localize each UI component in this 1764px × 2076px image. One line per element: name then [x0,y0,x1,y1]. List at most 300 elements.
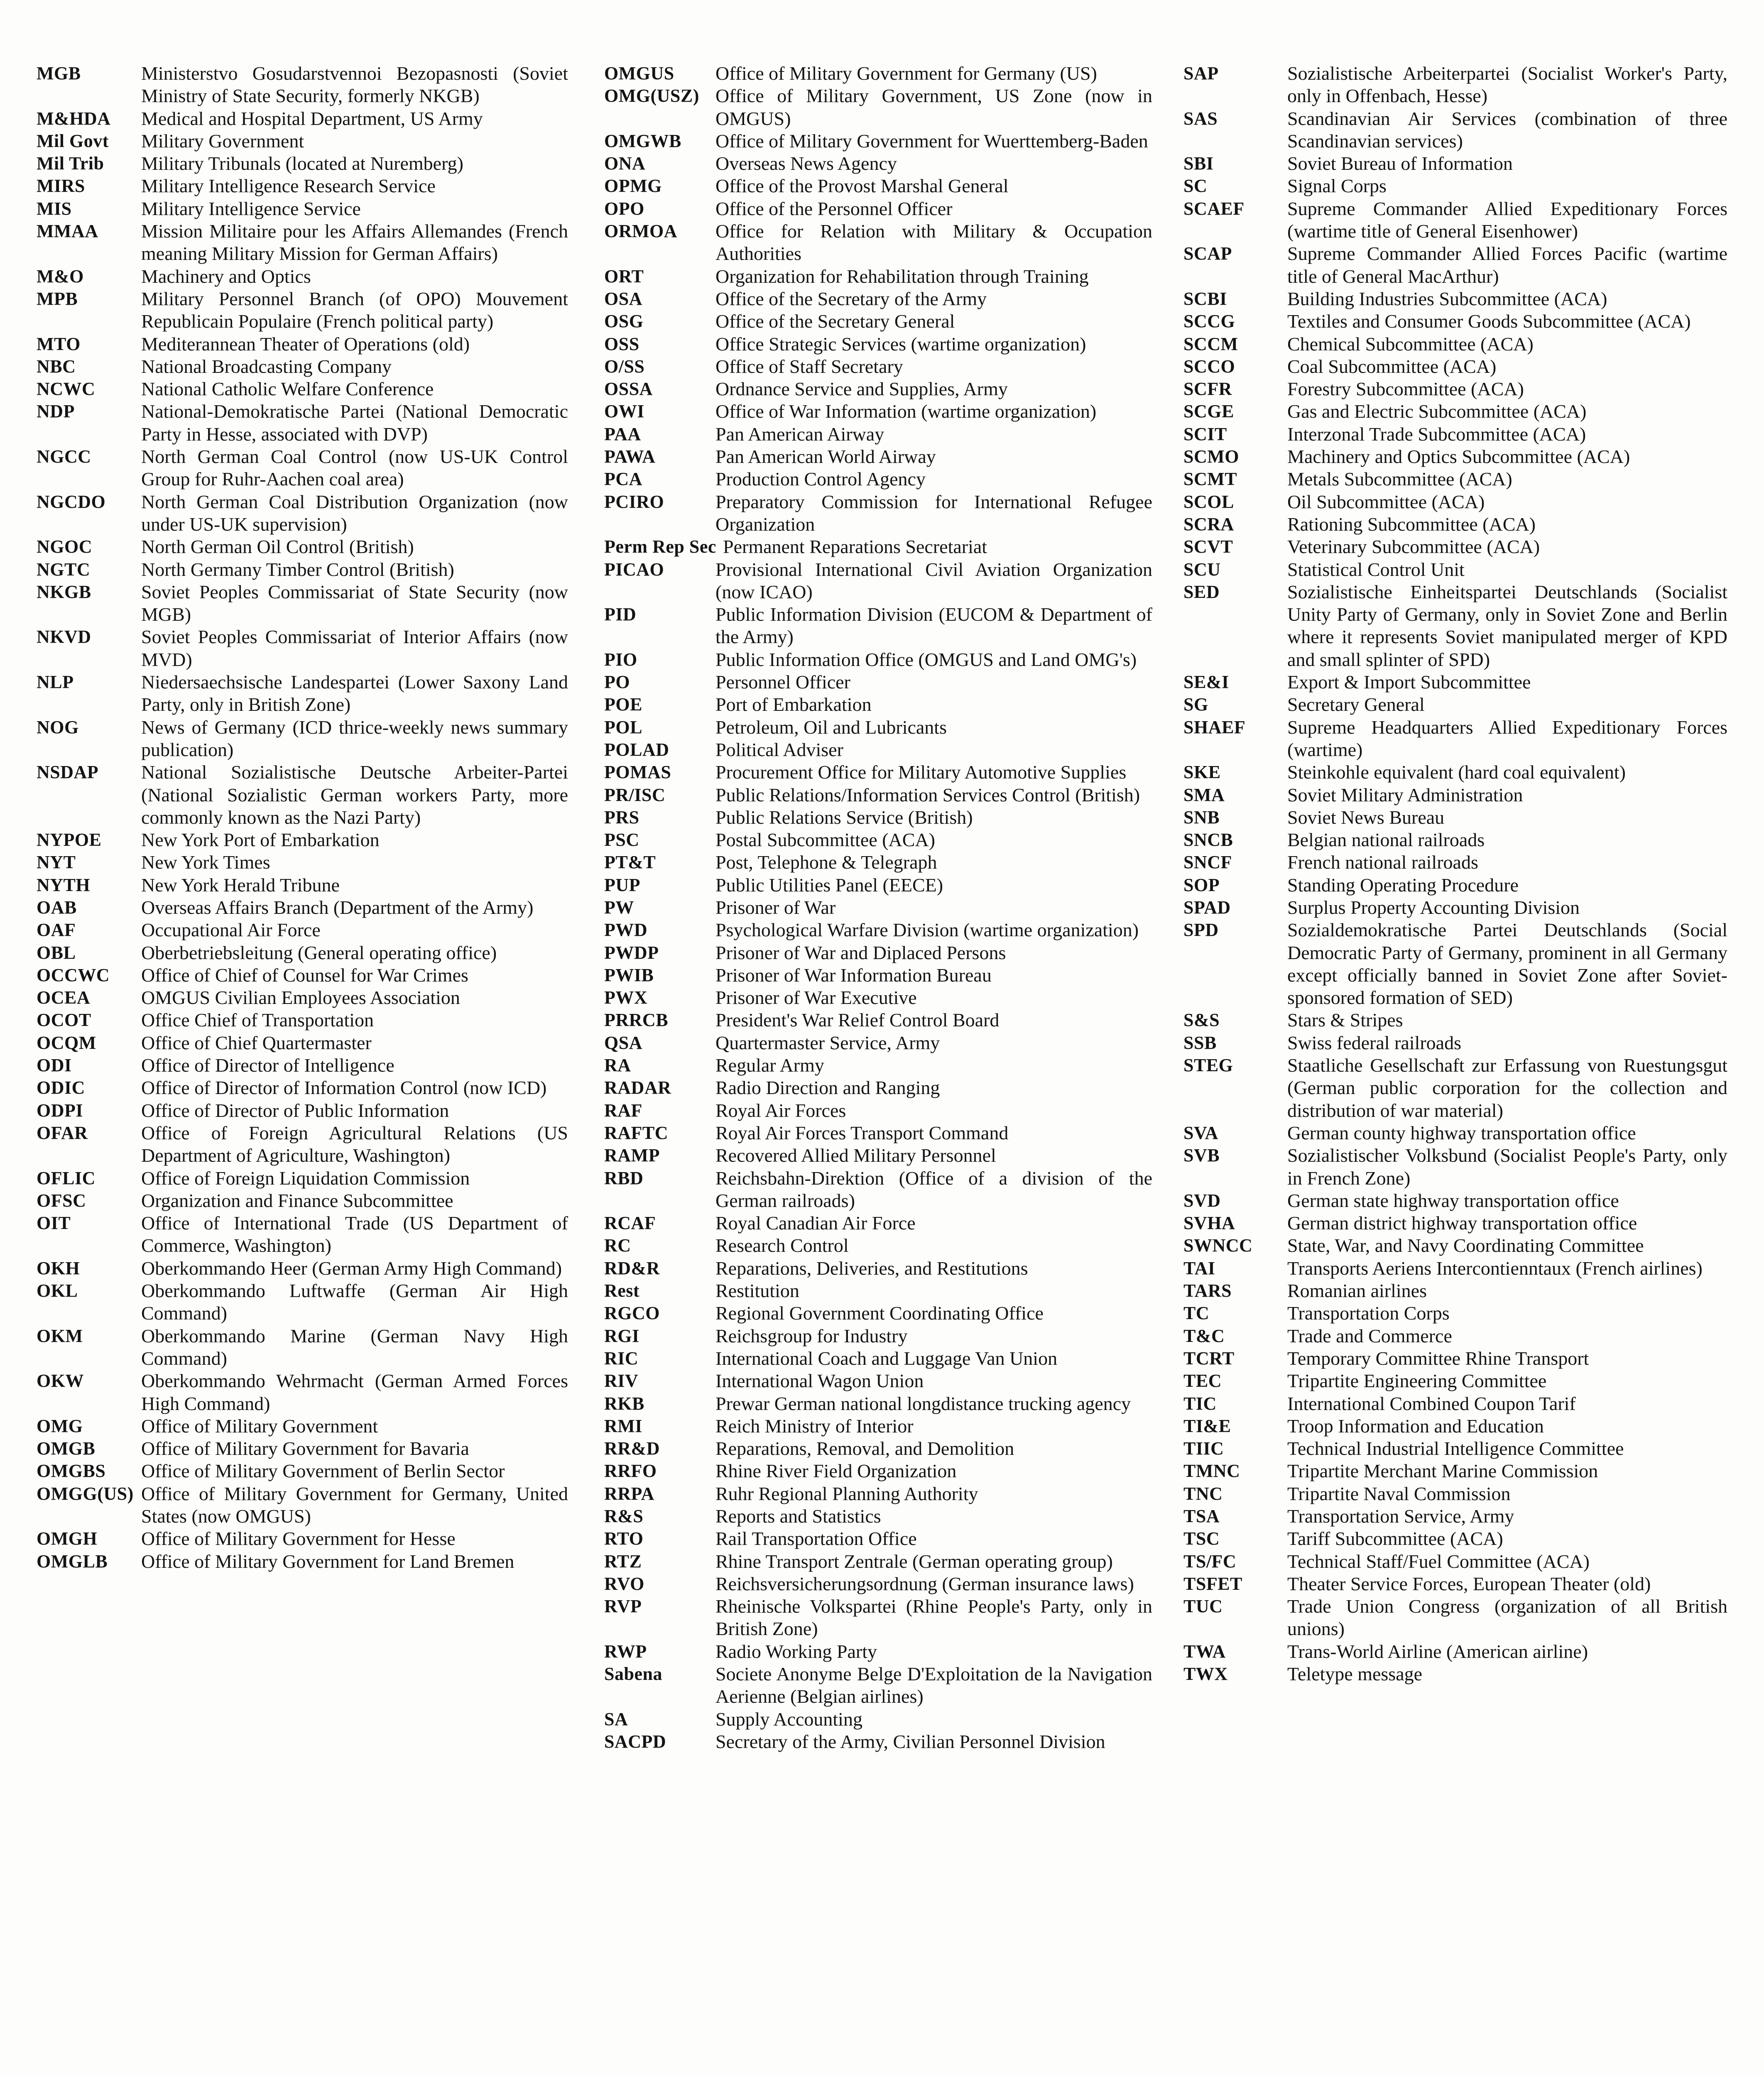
entry-abbreviation: RWP [604,1641,647,1662]
glossary-entry [604,1077,1152,1099]
entry-definition: New York Port of Embarkation [141,829,380,851]
glossary-entry [37,288,568,333]
glossary-entry [37,1325,568,1370]
entry-definition: Oberbetriebsleitung (General operating office) [141,942,497,963]
glossary-entry [37,964,568,987]
entry-definition: Office of Staff Secretary [715,355,903,377]
entry-abbreviation: OCCWC [37,965,110,985]
glossary-entry [37,1437,568,1460]
entry-abbreviation: OMG [37,1415,83,1436]
entry-definition: News of Germany (ICD thrice-weekly news summary publication) [141,716,568,760]
entry-abbreviation: MTO [37,333,81,354]
entry-abbreviation: POE [604,694,642,715]
glossary-entry [1183,491,1727,513]
entry-definition: Troop Information and Education [1287,1415,1544,1437]
entry-abbreviation: OMGUS [604,63,674,83]
entry-definition: Regular Army [715,1055,824,1076]
glossary-entry [1183,468,1727,490]
entry-definition: Office of Director of Intelligence [141,1055,394,1076]
entry-abbreviation: RVP [604,1596,642,1617]
entry-definition: German district highway transportation office [1287,1212,1637,1234]
glossary-entry [604,1640,1152,1663]
entry-abbreviation: ODPI [37,1100,83,1121]
entry-abbreviation: SCOL [1183,491,1234,512]
glossary-entry [604,1573,1152,1595]
glossary-entry [1183,1009,1727,1031]
glossary-entry [604,716,1152,739]
entry-definition: Royal Air Forces Transport Command [715,1122,1009,1143]
entry-definition: Soviet Peoples Commissariat of Interior Affairs (now MVD) [141,626,568,670]
glossary-entry [604,1257,1152,1280]
entry-abbreviation: OPO [604,198,644,219]
entry-abbreviation: PCA [604,469,642,490]
entry-definition: Personnel Officer [715,671,850,693]
entry-definition: Office of Foreign Liquidation Commission [141,1167,470,1189]
entry-definition: Military Intelligence Service [141,198,361,219]
entry-definition: Staatliche Gesellschaft zur Erfassung von Ruestungsgut (German public corporation for the collection and distribution of war material) [1287,1055,1727,1121]
entry-abbreviation: R&S [604,1506,644,1526]
glossary-entry [37,1483,568,1528]
entry-definition: National-Demokratische Partei (National Democratic Party in Hesse, associated with DVP) [141,401,568,445]
entry-definition: Public Relations Service (British) [715,806,973,828]
glossary-entry [1183,671,1727,693]
glossary-entry [1183,108,1727,153]
entry-definition: Signal Corps [1287,175,1387,197]
entry-abbreviation: SC [1183,176,1208,196]
entry-definition: Soviet Peoples Commissariat of State Security (now MGB) [141,581,568,625]
entry-abbreviation: OKL [37,1280,78,1301]
entry-abbreviation: NDP [37,401,75,422]
entry-definition: Secretary of the Army, Civilian Personnel Division [715,1731,1105,1752]
entry-definition: Ministerstvo Gosudarstvennoi Bezopasnosti (Soviet Ministry of State Security, formerly NKGB) [141,63,568,107]
glossary-entry [37,536,568,558]
glossary-entry [604,1437,1152,1460]
entry-abbreviation: TEC [1183,1371,1222,1391]
glossary-entry [604,1122,1152,1144]
entry-definition: Office of War Information (wartime organization) [715,401,1097,422]
entry-abbreviation: RTO [604,1528,644,1549]
glossary-entry [37,265,568,288]
entry-abbreviation: SSB [1183,1032,1217,1053]
entry-abbreviation: OAB [37,897,77,918]
glossary-entry [604,1009,1152,1031]
glossary-entry [1183,198,1727,243]
entry-abbreviation: RIV [604,1371,639,1391]
entry-definition: Rationing Subcommittee (ACA) [1287,513,1536,535]
glossary-entry [1183,693,1727,716]
entry-definition: Rhine River Field Organization [715,1460,957,1482]
entry-definition: Sozialistische Einheitspartei Deutschlands (Socialist Unity Party of Germany, only in Soviet Zone and Berlin where it represents Soviet manipulated merger of KPD and small splinter of SPD) [1287,581,1727,670]
entry-abbreviation: MIS [37,198,72,219]
entry-definition: Transports Aeriens Intercontienntaux (French airlines) [1287,1257,1703,1279]
glossary-entry [604,1663,1152,1708]
entry-definition: Public Information Office (OMGUS and Land OMG's) [715,649,1137,670]
glossary-entry [37,1415,568,1437]
entry-abbreviation: PSC [604,830,639,850]
entry-abbreviation: SMA [1183,784,1225,805]
glossary-entry [1183,1573,1727,1595]
entry-abbreviation: NYTH [37,874,91,895]
entry-abbreviation: TMNC [1183,1461,1240,1481]
glossary-entry [1183,1234,1727,1257]
entry-definition: Office of Military Government for Germany (US) [715,63,1097,84]
entry-definition: Mission Militaire pour les Affairs Allemandes (French meaning Military Mission for German Affairs) [141,220,568,264]
glossary-entry [604,829,1152,851]
entry-definition: Oil Subcommittee (ACA) [1287,491,1485,512]
entry-definition: Belgian national railroads [1287,829,1485,851]
entry-definition: Office of Military Government for Wuerttemberg-Baden [715,130,1148,152]
entry-abbreviation: Perm Rep Sec [604,536,716,557]
entry-abbreviation: TARS [1183,1280,1232,1301]
entry-definition: Office of the Personnel Officer [715,198,953,219]
entry-definition: Metals Subcommittee (ACA) [1287,468,1512,490]
glossary-entry [1183,1144,1727,1190]
entry-abbreviation: PW [604,897,634,918]
entry-abbreviation: SVHA [1183,1213,1235,1234]
entry-abbreviation: SPAD [1183,897,1231,918]
glossary-entry [37,108,568,130]
entry-definition: Soviet Military Administration [1287,784,1523,805]
entry-definition: Office of Military Government for Hesse [141,1528,456,1550]
entry-definition: National Broadcasting Company [141,355,392,377]
glossary-entry [604,536,1152,558]
entry-abbreviation: OIT [37,1213,71,1234]
glossary-entry [37,874,568,896]
entry-definition: Tariff Subcommittee (ACA) [1287,1528,1503,1550]
entry-abbreviation: SAS [1183,108,1218,129]
glossary-entry [37,716,568,761]
entry-definition: Medical and Hospital Department, US Army [141,108,483,129]
entry-abbreviation: OKH [37,1258,80,1278]
entry-abbreviation: PWX [604,987,648,1008]
entry-abbreviation: MGB [37,63,81,83]
entry-abbreviation: Mil Govt [37,130,109,151]
glossary-entry [604,1347,1152,1370]
entry-abbreviation: POL [604,717,642,737]
entry-abbreviation: RA [604,1055,631,1076]
entry-definition: Prisoner of War Information Bureau [715,964,992,986]
entry-definition: Quartermaster Service, Army [715,1032,940,1053]
glossary-entry [1183,513,1727,536]
glossary-entry [1183,1032,1727,1054]
glossary-entry [1183,333,1727,355]
glossary-entry [37,175,568,197]
entry-definition: Military Tribunals (located at Nuremberg) [141,153,463,174]
entry-abbreviation: SE&I [1183,672,1229,693]
glossary-entry [37,671,568,716]
entry-abbreviation: RGI [604,1325,639,1346]
entry-definition: Sozialistischer Volksbund (Socialist People's Party, only in French Zone) [1287,1145,1727,1189]
entry-abbreviation: OMG(USZ) [604,86,699,106]
entry-abbreviation: SCMO [1183,446,1239,467]
entry-definition: Trade and Commerce [1287,1325,1452,1346]
entry-abbreviation: OSG [604,311,644,332]
glossary-entry [37,1167,568,1190]
entry-abbreviation: OWI [604,401,644,422]
entry-abbreviation: SCCG [1183,311,1235,332]
glossary-entry [604,288,1152,310]
entry-abbreviation: SCBI [1183,288,1227,309]
entry-abbreviation: SNCF [1183,852,1232,873]
entry-definition: Niedersaechsische Landespartei (Lower Saxony Land Party, only in British Zone) [141,671,568,715]
entry-abbreviation: NBC [37,356,76,377]
entry-abbreviation: PRRCB [604,1010,669,1031]
glossary-entry [1183,1190,1727,1212]
entry-definition: North Germany Timber Control (British) [141,558,454,580]
entry-definition: Office of the Provost Marshal General [715,175,1009,197]
entry-abbreviation: RCAF [604,1213,656,1234]
glossary-entry [1183,1483,1727,1505]
entry-definition: National Sozialistische Deutsche Arbeiter-Partei (National Sozialistic German workers Party, more commonly known as the Nazi Party) [141,761,568,828]
entry-abbreviation: NCWC [37,379,96,399]
glossary-entry [604,806,1152,829]
glossary-entry [37,220,568,265]
glossary-entry [1183,355,1727,378]
entry-definition: Ruhr Regional Planning Authority [715,1483,978,1504]
glossary-entry [604,1325,1152,1347]
entry-abbreviation: OSA [604,288,642,309]
entry-definition: Office of Foreign Agricultural Relations (US Department of Agriculture, Washington) [141,1122,568,1166]
glossary-entry [604,265,1152,288]
entry-definition: Office of Director of Public Information [141,1099,449,1121]
glossary-entry [1183,896,1727,919]
entry-definition: Machinery and Optics Subcommittee (ACA) [1287,446,1630,468]
entry-abbreviation: OMGG(US) [37,1483,134,1504]
entry-abbreviation: SCIT [1183,424,1227,444]
glossary-entry [1183,761,1727,783]
glossary-entry [1183,581,1727,671]
entry-definition: Radio Direction and Ranging [715,1077,940,1099]
entry-definition: Sozialistische Arbeiterpartei (Socialist Worker's Party, only in Offenbach, Hesse) [1287,63,1727,107]
entry-abbreviation: OMGBS [37,1461,106,1481]
entry-definition: Rhine Transport Zentrale (German operating group) [715,1550,1113,1572]
glossary-entry [604,851,1152,874]
entry-definition: Reports and Statistics [715,1506,881,1527]
entry-abbreviation: TCRT [1183,1348,1235,1368]
glossary-entry [1183,1437,1727,1460]
glossary-entry [37,1099,568,1122]
glossary-entry [37,198,568,220]
glossary-entry [604,1032,1152,1054]
entry-abbreviation: RRPA [604,1483,654,1504]
glossary-entry [604,62,1152,85]
entry-abbreviation: SCCO [1183,356,1235,377]
entry-definition: Societe Anonyme Belge D'Exploitation de la Navigation Aerienne (Belgian airlines) [715,1663,1152,1707]
entry-definition: Office of International Trade (US Department of Commerce, Washington) [141,1212,568,1256]
glossary-entry [37,491,568,536]
glossary-entry [1183,378,1727,400]
entry-definition: Veterinary Subcommittee (ACA) [1287,536,1540,558]
entry-abbreviation: NGOC [37,536,92,557]
glossary-entry [604,558,1152,604]
glossary-entry [37,919,568,941]
glossary-entry [604,739,1152,761]
entry-definition: Office of Military Government, US Zone (now in OMGUS) [715,85,1152,129]
glossary-entry [1183,1347,1727,1370]
entry-abbreviation: RIC [604,1348,639,1368]
glossary-entry [1183,806,1727,829]
glossary-entry [604,761,1152,783]
entry-abbreviation: SVD [1183,1190,1221,1211]
entry-abbreviation: SCGE [1183,401,1234,422]
glossary-entry [1183,400,1727,423]
entry-definition: Oberkommando Wehrmacht (German Armed Forces High Command) [141,1370,568,1414]
glossary-entry [604,152,1152,175]
entry-abbreviation: M&HDA [37,108,111,129]
glossary-entry [604,1550,1152,1573]
glossary-entry [604,468,1152,490]
glossary-entry [37,896,568,919]
glossary-entry [37,400,568,446]
glossary-entry [604,693,1152,716]
glossary-entry [604,355,1152,378]
glossary-entry [37,1009,568,1031]
glossary-entry [604,491,1152,536]
entry-definition: Office of Military Government for Land Bremen [141,1550,514,1572]
entry-abbreviation: TIIC [1183,1438,1224,1459]
entry-definition: Gas and Electric Subcommittee (ACA) [1287,401,1587,422]
entry-abbreviation: NLP [37,672,74,693]
glossary-entry [604,310,1152,333]
entry-definition: Rheinische Volkspartei (Rhine People's Party, only in British Zone) [715,1596,1152,1640]
entry-definition: Soviet Bureau of Information [1287,153,1513,174]
glossary-entry [37,355,568,378]
entry-abbreviation: NKVD [37,627,91,647]
entry-definition: Office of Chief Quartermaster [141,1032,372,1053]
entry-abbreviation: Sabena [604,1664,662,1684]
entry-abbreviation: TI&E [1183,1415,1231,1436]
glossary-entry [604,198,1152,220]
entry-abbreviation: M&O [37,266,84,286]
glossary-entry [37,378,568,400]
entry-definition: Overseas News Agency [715,153,897,174]
entry-definition: Provisional International Civil Aviation Organization (now ICAO) [715,558,1152,602]
glossary-entry [37,1190,568,1212]
entry-definition: Office of the Secretary of the Army [715,288,987,309]
entry-definition: Procurement Office for Military Automotive Supplies [715,761,1127,783]
entry-abbreviation: OKW [37,1371,84,1391]
entry-abbreviation: ODI [37,1055,72,1076]
entry-definition: German state highway transportation office [1287,1190,1619,1211]
entry-definition: International Wagon Union [715,1370,924,1392]
entry-definition: Royal Canadian Air Force [715,1212,916,1234]
glossary-entry [604,378,1152,400]
entry-abbreviation: RADAR [604,1077,671,1098]
glossary-entry [37,152,568,175]
entry-abbreviation: PO [604,672,630,693]
column-1 [37,62,568,1573]
entry-abbreviation: SED [1183,581,1220,602]
glossary-entry [604,942,1152,964]
entry-abbreviation: S&S [1183,1010,1220,1031]
entry-definition: Occupational Air Force [141,919,321,941]
glossary-entry [604,1280,1152,1302]
entry-definition: Technical Staff/Fuel Committee (ACA) [1287,1550,1590,1572]
entry-definition: Scandinavian Air Services (combination of three Scandinavian services) [1287,108,1727,152]
entry-definition: OMGUS Civilian Employees Association [141,987,460,1009]
entry-abbreviation: MMAA [37,221,98,242]
entry-abbreviation: SG [1183,694,1208,715]
entry-definition: Reparations, Removal, and Demolition [715,1438,1014,1459]
entry-abbreviation: RGCO [604,1303,660,1324]
entry-definition: Tripartite Merchant Marine Commission [1287,1460,1598,1482]
glossary-entry [604,130,1152,152]
glossary-entry [1183,716,1727,761]
entry-definition: Public Information Division (EUCOM & Department of the Army) [715,604,1152,648]
entry-definition: Restitution [715,1280,799,1302]
glossary-entry [604,423,1152,446]
entry-definition: Technical Industrial Intelligence Committee [1287,1438,1624,1459]
entry-definition: Office Strategic Services (wartime organization) [715,333,1086,355]
glossary-entry [37,1550,568,1573]
glossary-entry [604,1415,1152,1437]
entry-definition: Temporary Committee Rhine Transport [1287,1347,1589,1369]
entry-abbreviation: OSS [604,333,639,354]
glossary-entry [37,1257,568,1280]
entry-abbreviation: TSC [1183,1528,1220,1549]
glossary-entry [37,1054,568,1077]
glossary-entry [37,1077,568,1099]
glossary-entry [604,1505,1152,1528]
entry-definition: Reparations, Deliveries, and Restitutions [715,1257,1028,1279]
entry-abbreviation: TSFET [1183,1573,1242,1594]
glossary-entry [604,987,1152,1009]
glossary-entry [1183,919,1727,1009]
glossary-entry [37,829,568,851]
entry-abbreviation: NGCC [37,446,91,467]
entry-definition: Reichsgroup for Industry [715,1325,908,1346]
entry-abbreviation: SCAP [1183,243,1232,264]
entry-abbreviation: OCOT [37,1010,91,1031]
glossary-entry [37,558,568,581]
entry-abbreviation: T&C [1183,1325,1225,1346]
entry-abbreviation: OMGLB [37,1551,108,1572]
entry-abbreviation: NYPOE [37,830,102,850]
glossary-entry [1183,536,1727,558]
glossary-entry [604,784,1152,806]
entry-abbreviation: RD&R [604,1258,660,1278]
entry-definition: Oberkommando Luftwaffe (German Air High Command) [141,1280,568,1324]
glossary-entry [604,446,1152,468]
glossary-entry [37,1032,568,1054]
entry-abbreviation: SAP [1183,63,1219,83]
entry-definition: Research Control [715,1235,849,1256]
entry-abbreviation: PCIRO [604,491,664,512]
entry-abbreviation: PWDP [604,942,659,963]
entry-abbreviation: TC [1183,1303,1210,1324]
entry-definition: Coal Subcommittee (ACA) [1287,355,1497,377]
entry-definition: Reichsversicherungsordnung (German insurance laws) [715,1573,1134,1594]
entry-definition: Supreme Commander Allied Expeditionary Forces (wartime title of General Eisenhower) [1287,198,1727,242]
entry-abbreviation: RBD [604,1168,644,1188]
glossary-entry [1183,1393,1727,1415]
entry-definition: Secretary General [1287,694,1425,715]
glossary-entry [604,919,1152,941]
glossary-entry [37,333,568,355]
entry-definition: Regional Government Coordinating Office [715,1302,1044,1324]
entry-definition: Reich Ministry of Interior [715,1415,914,1437]
entry-definition: Tripartite Naval Commission [1287,1483,1511,1504]
entry-definition: Permanent Reparations Secretariat [723,536,987,558]
glossary-entry [604,1234,1152,1257]
entry-abbreviation: Mil Trib [37,153,104,174]
glossary-entry [1183,1280,1727,1302]
glossary-entry [604,671,1152,693]
entry-abbreviation: OCEA [37,987,91,1008]
entry-definition: New York Herald Tribune [141,874,340,896]
entry-definition: Oberkommando Marine (German Navy High Command) [141,1325,568,1369]
glossary-entry [604,896,1152,919]
